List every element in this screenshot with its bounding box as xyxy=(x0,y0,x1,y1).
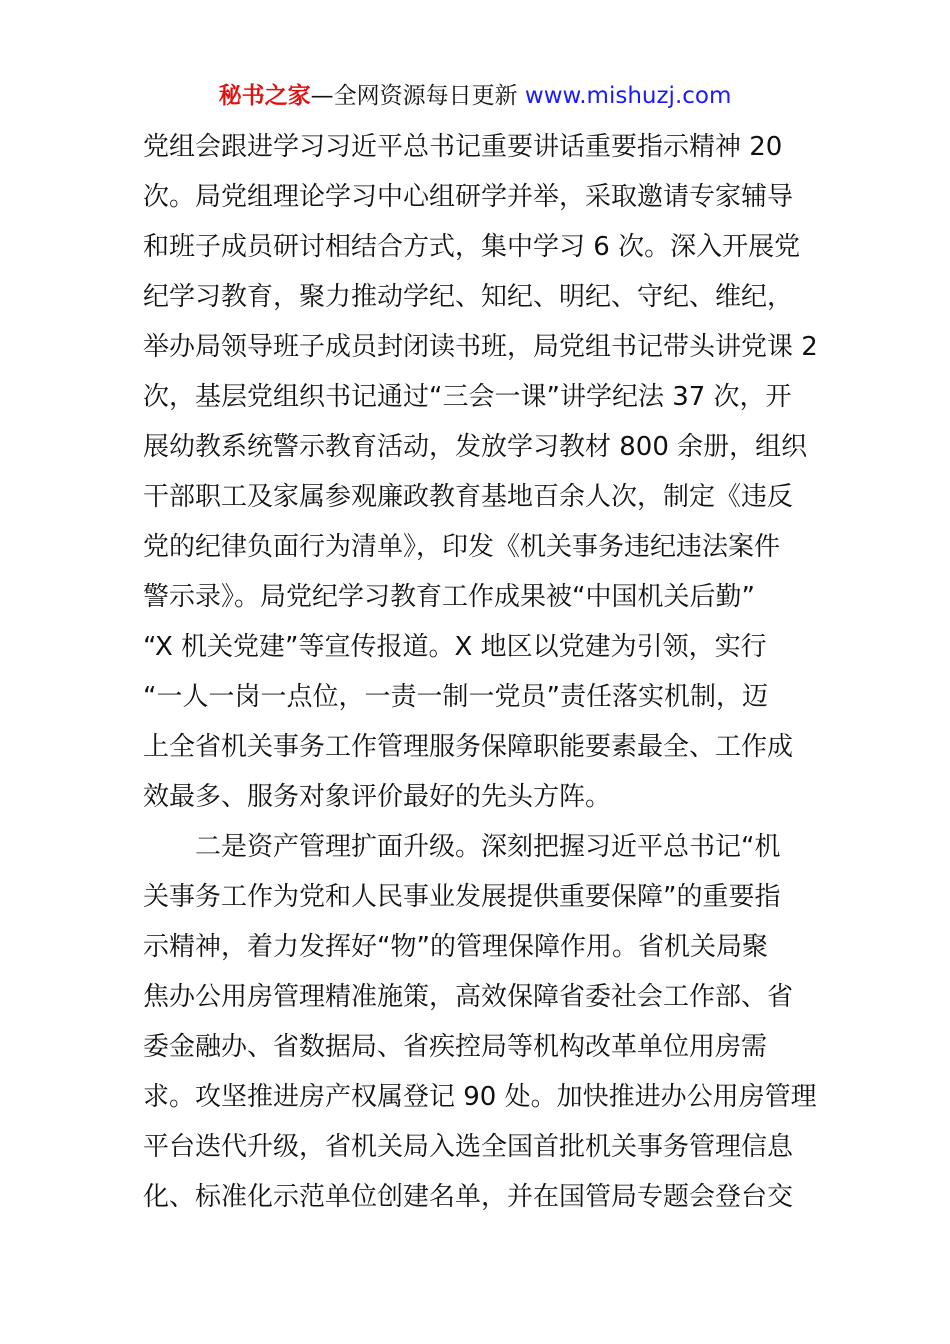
text-line: 展幼教系统警示教育活动，发放学习教材 800 余册，组织 xyxy=(143,432,808,462)
text-line: 求。攻坚推进房产权属登记 90 处。加快推进办公用房管理 xyxy=(143,1082,817,1112)
text-line: 委金融办、省数据局、省疾控局等机构改革单位用房需 xyxy=(143,1032,768,1062)
document-body xyxy=(143,122,818,1222)
text-line: 上全省机关事务工作管理服务保障职能要素最全、工作成 xyxy=(143,732,794,762)
header-tagline: —全网资源每日更新 xyxy=(310,83,525,109)
brand-name: 秘书之家 xyxy=(218,83,311,109)
text-line: 次，基层党组织书记通过“三会一课”讲学纪法 37 次，开 xyxy=(143,382,792,412)
text-line: 举办局领导班子成员封闭读书班，局党组书记带头讲党课 2 xyxy=(143,332,818,362)
site-watermark-header xyxy=(0,80,950,112)
text-line: 纪学习教育，聚力推动学纪、知纪、明纪、守纪、维纪， xyxy=(143,282,794,312)
text-line: 化、标准化示范单位创建名单，并在国管局专题会登台交 xyxy=(143,1182,794,1212)
text-line: 次。局党组理论学习中心组研学并举，采取邀请专家辅导 xyxy=(143,182,794,212)
text-line: 党组会跟进学习习近平总书记重要讲话重要指示精神 20 xyxy=(143,132,783,162)
text-line: 党的纪律负面行为清单》，印发《机关事务违纪违法案件 xyxy=(143,532,781,562)
text-line: 平台迭代升级，省机关局入选全国首批机关事务管理信息 xyxy=(143,1132,794,1162)
text-line: 效最多、服务对象评价最好的先头方阵。 xyxy=(143,782,612,812)
site-url-link[interactable]: www.mishuzj.com xyxy=(524,83,732,109)
text-line: 关事务工作为党和人民事业发展提供重要保障”的重要指 xyxy=(143,882,781,912)
text-line: “一人一岗一点位，一责一制一党员”责任落实机制，迈 xyxy=(143,682,768,712)
text-line: 和班子成员研讨相结合方式，集中学习 6 次。深入开展党 xyxy=(143,232,801,262)
text-line: “X 机关党建”等宣传报道。X 地区以党建为引领，实行 xyxy=(143,632,767,662)
text-line: 干部职工及家属参观廉政教育基地百余人次，制定《违反 xyxy=(143,482,794,512)
text-line: 警示录》。局党纪学习教育工作成果被“中国机关后勤” xyxy=(143,582,755,612)
paragraph-start-line: 二是资产管理扩面升级。深刻把握习近平总书记“机 xyxy=(195,832,781,862)
text-line: 焦办公用房管理精准施策，高效保障省委社会工作部、省 xyxy=(143,982,794,1012)
text-line: 示精神，着力发挥好“物”的管理保障作用。省机关局聚 xyxy=(143,932,768,962)
